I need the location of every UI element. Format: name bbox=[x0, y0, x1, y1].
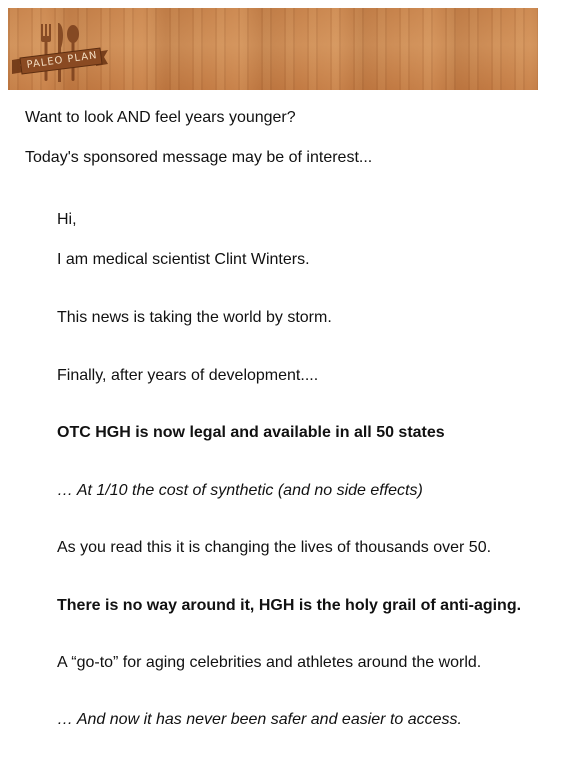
paleo-plan-logo[interactable] bbox=[8, 8, 113, 90]
message-paragraph-7: There is no way around it, HGH is the holy grail of anti-aging. bbox=[57, 597, 522, 614]
intro-line-2: Today's sponsored message may be of interest... bbox=[25, 149, 373, 166]
fork-icon bbox=[41, 24, 51, 81]
message-paragraph-6: As you read this it is changing the lives of thousands over 50. bbox=[57, 539, 492, 556]
message-paragraph-1: I am medical scientist Clint Winters. bbox=[57, 251, 310, 268]
message-paragraph-8: A “go-to” for aging celebrities and athletes around the world. bbox=[57, 654, 482, 671]
intro-line-1: Want to look AND feel years younger? bbox=[25, 109, 296, 126]
message-paragraph-5: … At 1/10 the cost of synthetic (and no side effects) bbox=[57, 482, 423, 499]
message-paragraph-2: This news is taking the world by storm. bbox=[57, 309, 332, 326]
message-paragraph-9: … And now it has never been safer and easier to access. bbox=[57, 711, 462, 728]
message-headline: OTC HGH is now legal and available in all 50 states bbox=[57, 424, 445, 441]
message-greeting: Hi, bbox=[57, 211, 77, 228]
message-paragraph-3: Finally, after years of development.... bbox=[57, 367, 319, 384]
header-banner bbox=[8, 8, 538, 90]
logo-text: PALEO PLAN bbox=[26, 50, 99, 71]
